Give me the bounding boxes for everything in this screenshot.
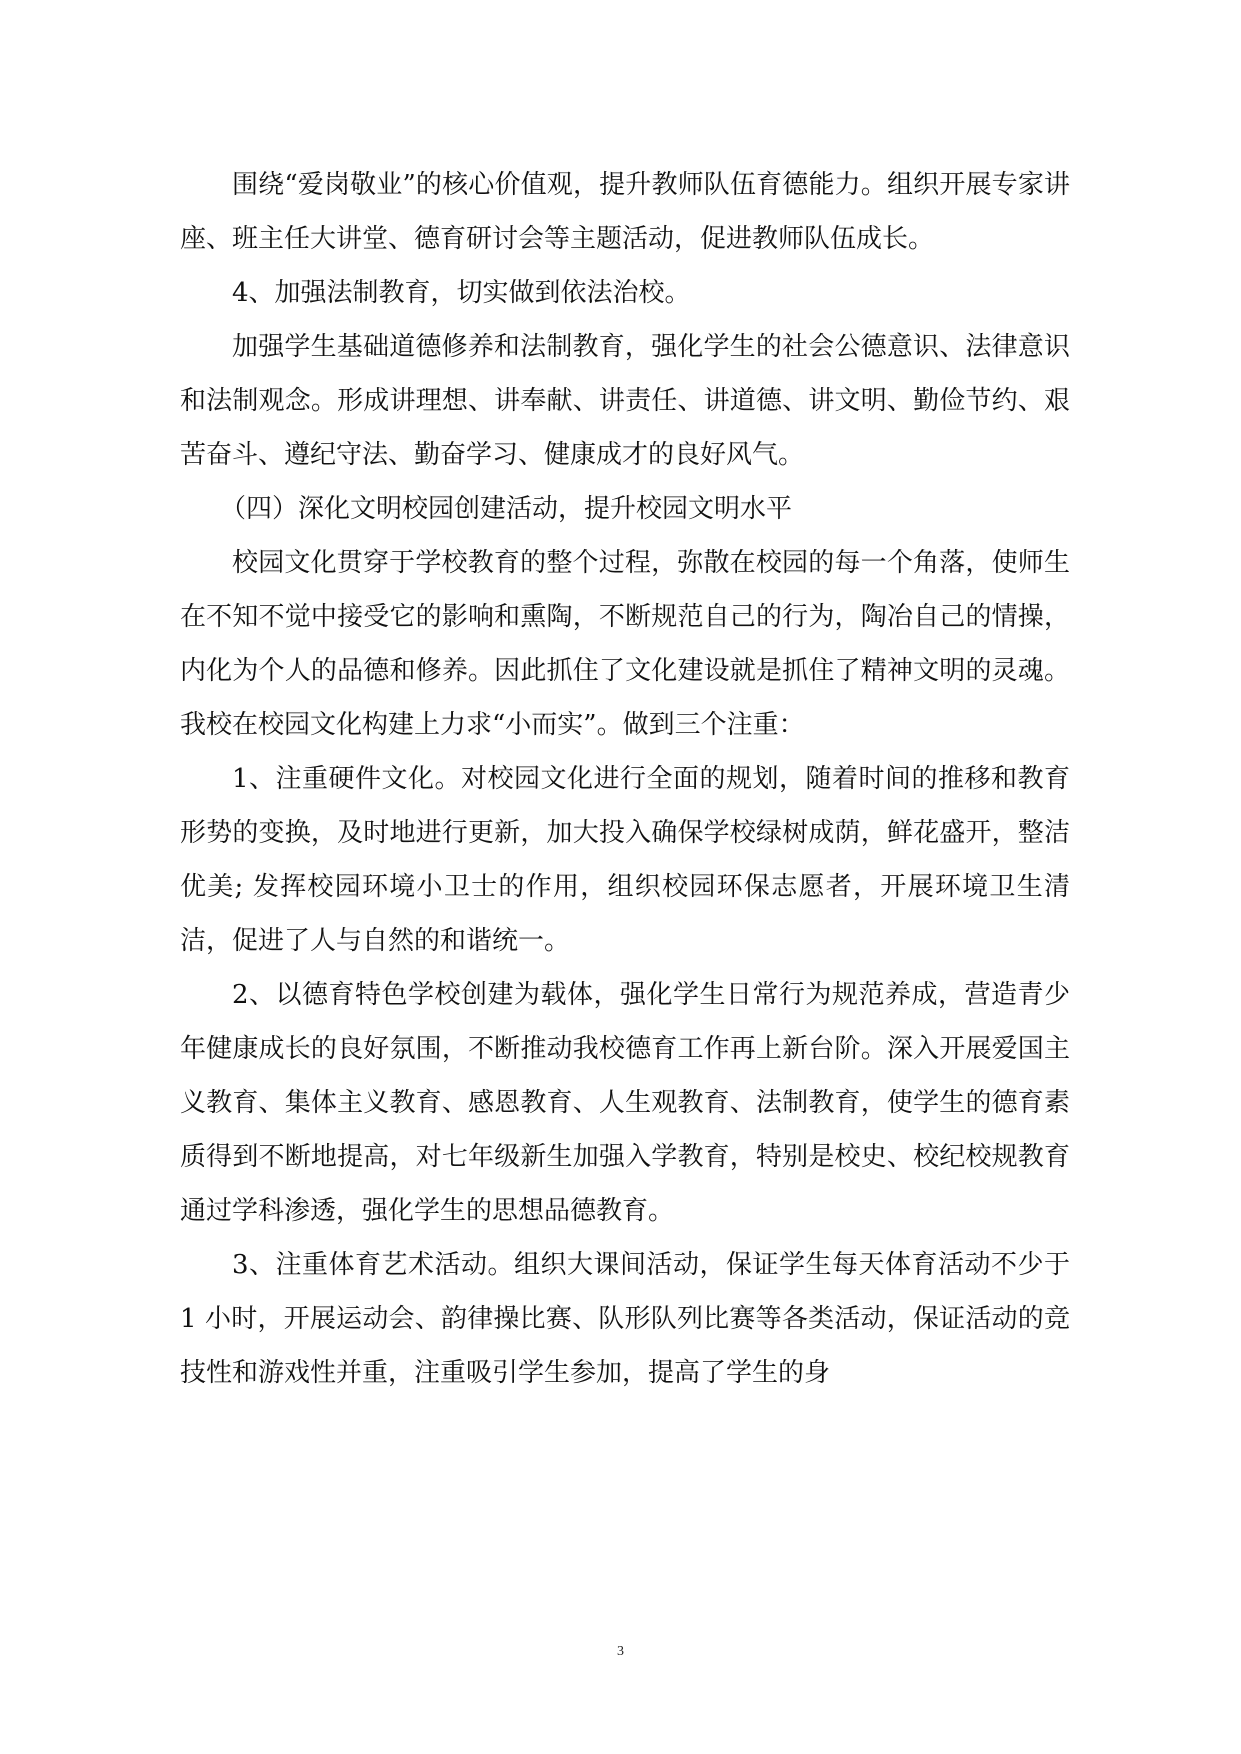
paragraph-sports-arts: 3、注重体育艺术活动。组织大课间活动，保证学生每天体育活动不少于 1 小时，开展运动会、韵律操比赛、队形队列比赛等各类活动，保证活动的竞技性和游戏性并重，注重吸引学生参加，提高了学生的身 (180, 1250, 1070, 1388)
paragraph-teacher-ethics: 围绕“爱岗敬业”的核心价值观，提升教师队伍育德能力。组织开展专家讲座、班主任大讲堂、德育研讨会等主题活动，促进教师队伍成长。 (180, 170, 1070, 254)
document-body (180, 158, 1070, 1400)
paragraph-legal-education: 加强学生基础道德修养和法制教育，强化学生的社会公德意识、法律意识和法制观念。形成讲理想、讲奉献、讲责任、讲道德、讲文明、勤俭节约、艰苦奋斗、遵纪守法、勤奋学习、健康成才的良好风气。 (180, 332, 1070, 470)
paragraph-moral-education: 2、以德育特色学校创建为载体，强化学生日常行为规范养成，营造青少年健康成长的良好氛围，不断推动我校德育工作再上新台阶。深入开展爱国主义教育、集体主义教育、感恩教育、人生观教育、法制教育，使学生的德育素质得到不断地提高，对七年级新生加强入学教育，特别是校史、校纪校规教育通过学科渗透，强化学生的思想品德教育。 (180, 980, 1070, 1226)
page-number: 3 (617, 1644, 624, 1659)
heading-legal-education: 4、加强法制教育，切实做到依法治校。 (232, 278, 691, 308)
paragraph-hardware-culture: 1、注重硬件文化。对校园文化进行全面的规划，随着时间的推移和教育形势的变换，及时地进行更新，加大投入确保学校绿树成荫，鲜花盛开，整洁优美; 发挥校园环境小卫士的作用，组织校园环保志愿者，开展环境卫生清洁，促进了人与自然的和谐统一。 (180, 764, 1070, 956)
paragraph-campus-culture: 校园文化贯穿于学校教育的整个过程，弥散在校园的每一个角落，使师生在不知不觉中接受它的影响和熏陶，不断规范自己的行为，陶冶自己的情操，内化为个人的品德和修养。因此抓住了文化建设就是抓住了精神文明的灵魂。我校在校园文化构建上力求“小而实”。做到三个注重： (180, 548, 1070, 740)
heading-civilized-campus: （四）深化文明校园创建活动，提升校园文明水平 (220, 494, 793, 524)
